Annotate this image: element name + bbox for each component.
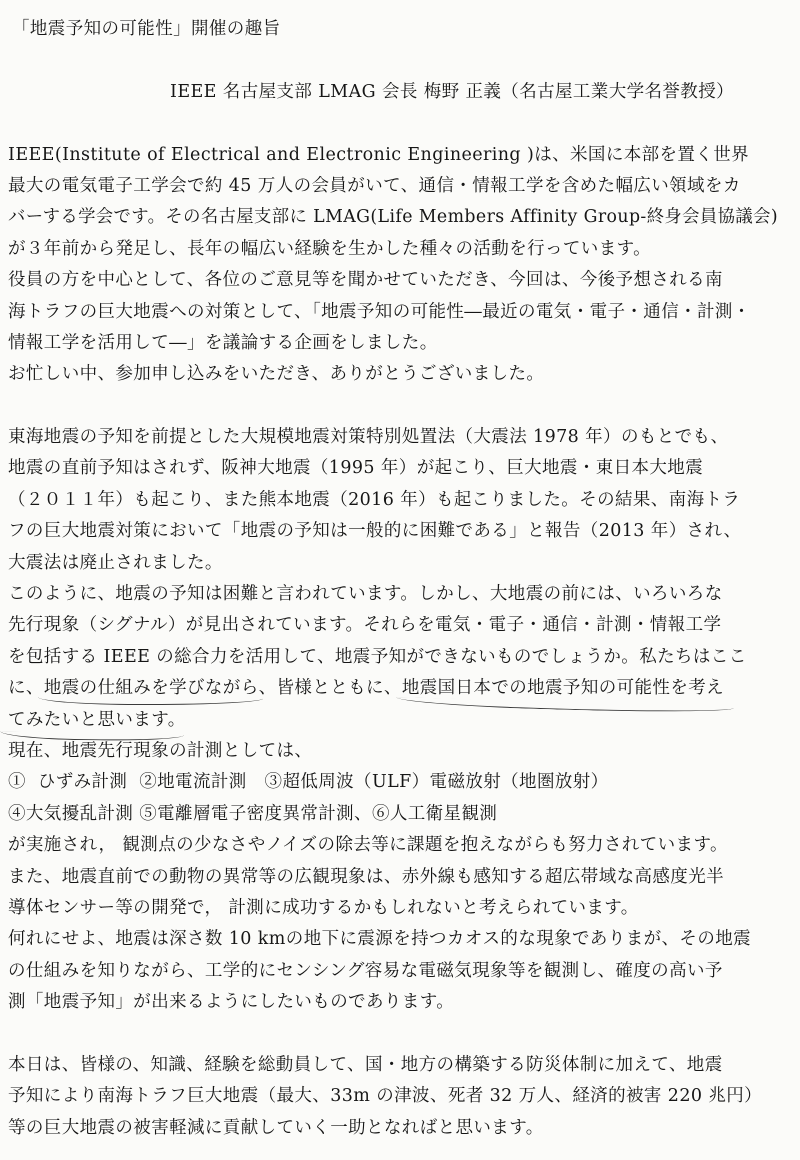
text-line [8, 1113, 778, 1144]
text-line [8, 1081, 778, 1112]
line-text [8, 673, 724, 704]
text-line [8, 422, 778, 453]
text-line [8, 924, 778, 955]
text-line [8, 893, 778, 924]
text-line [8, 171, 778, 202]
line-text: が実施され， 観測点の少なさやノイズの除去等に課題を抱えながらも努力されています。 [8, 835, 728, 856]
blank-line [0, 108, 800, 139]
text-line [8, 673, 778, 704]
text-line [8, 359, 778, 390]
line-text: 役員の方を中心として、各位のご意見等を聞かせていただき、今回は、今後予想される南 [8, 270, 723, 291]
line-text: お忙しい中、参加申し込みをいただき、ありがとうございました。 [8, 364, 545, 385]
line-text: が３年前から発足し、長年の幅広い経験を生かした種々の活動を行っています。 [8, 238, 651, 259]
text-line [8, 234, 778, 265]
text-line [8, 956, 778, 987]
blank-line [0, 45, 800, 76]
text-line [8, 987, 778, 1018]
line-text: 導体センサー等の開発で， 計測に成功するかもしれないと考えられています。 [8, 897, 639, 918]
measurement-list-line [8, 767, 778, 798]
line-segment: 、皆様とともに、 [258, 678, 402, 699]
line-text: 予知により南海トラフ巨大地震（最大、33m の津波、死者 32 万人、経済的被害 220 兆円） [8, 1086, 763, 1107]
line-text: を包括する IEEE の総合力を活用して、地震予知ができないものでしょうか。私たちはここ [8, 646, 747, 667]
document-title [12, 14, 782, 45]
line-text [8, 705, 186, 736]
text-line [8, 328, 778, 359]
line-text: 測「地震予知」が出来るようにしたいものであります。 [8, 992, 455, 1013]
line-text: バーする学会です。その名古屋支部に LMAG(Life Members Affinity Group-終身会員協議会) [8, 207, 779, 228]
text-line [8, 642, 778, 673]
line-text: ④大気擾乱計測 ⑤電離層電子密度異常計測、⑥人工衛星観測 [8, 803, 498, 824]
underlined-phrase: 地震の仕組みを学びながら [44, 673, 259, 704]
line-text: IEEE(Institute of Electrical and Electronic Engineering )は、米国に本部を置く世界 [8, 144, 750, 165]
author-line [170, 77, 782, 108]
paragraph-closing [0, 1050, 800, 1144]
paragraph-background [0, 422, 800, 1018]
line-text: 東海地震の予知を前提とした大規模地震対策特別処置法（大震法 1978 年）のもとでも、 [8, 427, 729, 448]
line-segment: に、 [8, 678, 44, 699]
line-text: ① ひずみ計測 ②地電流計測 ③超低周波（ULF）電磁放射（地圏放射） [8, 772, 609, 793]
line-text: このように、地震の予知は困難と言われています。しかし、大地震の前には、いろいろな [8, 584, 723, 605]
line-text: フの巨大地震対策において「地震の予知は一般的に困難である」と報告（2013 年）され、 [8, 521, 742, 542]
line-text: 現在、地震先行現象の計測としては、 [8, 740, 313, 761]
text-line [8, 579, 778, 610]
line-text: の仕組みを知りながら、工学的にセンシング容易な電磁気現象等を観測し、確度の高い予 [8, 960, 723, 981]
text-line [8, 548, 778, 579]
line-text: 地震の直前予知はされず、阪神大地震（1995 年）が起こり、巨大地震・東日本大地震 [8, 458, 704, 479]
underlined-phrase: てみたいと思います。 [8, 705, 186, 736]
text-line [8, 485, 778, 516]
text-line [8, 265, 778, 296]
author-text: IEEE 名古屋支部 LMAG 会長 梅野 正義（名古屋工業大学名誉教授） [170, 81, 735, 102]
text-line [8, 140, 778, 171]
text-line [8, 453, 778, 484]
text-line [8, 1050, 778, 1081]
blank-line [0, 1019, 800, 1050]
line-text: 情報工学を活用して―」を議論する企画をしました。 [8, 332, 438, 353]
measurement-list-line [8, 799, 778, 830]
line-text: 大震法は廃止されました。 [8, 552, 223, 573]
text-line [8, 202, 778, 233]
line-text: 等の巨大地震の被害軽減に貢献していく一助となればと思います。 [8, 1117, 544, 1138]
line-text: 最大の電気電子工学会で約 45 万人の会員がいて、通信・情報工学を含めた幅広い領域をカ [8, 175, 741, 196]
underlined-phrase: 地震国日本での地震予知の可能性を考え [402, 673, 724, 704]
text-line [8, 297, 778, 328]
text-line [8, 830, 778, 861]
line-text: 先行現象（シグナル）が見出されています。それらを電気・電子・通信・計測・情報工学 [8, 615, 722, 636]
line-text: （２０１１年）も起こり、また熊本地震（2016 年）も起こりました。その結果、南海トラ [8, 489, 741, 510]
text-line [8, 736, 778, 767]
line-text: 何れにせよ、地震は深さ数 10 kmの地下に震源を持つカオス的な現象でありまが、その地震 [8, 929, 752, 950]
text-line [8, 610, 778, 641]
line-text: 本日は、皆様の、知識、経験を総動員して、国・地方の構築する防災体制に加えて、地震 [8, 1054, 723, 1075]
line-text: また、地震直前での動物の異常等の広観現象は、赤外線も感知する超広帯域な高感度光半 [8, 866, 724, 887]
text-line [8, 862, 778, 893]
text-line [8, 516, 778, 547]
paragraph-intro [0, 140, 800, 391]
blank-line [0, 391, 800, 422]
line-text: 海トラフの巨大地震への対策として、「地震予知の可能性―最近の電気・電子・通信・計測・ [8, 301, 751, 322]
title-text: 「地震予知の可能性」開催の趣旨 [12, 19, 281, 39]
